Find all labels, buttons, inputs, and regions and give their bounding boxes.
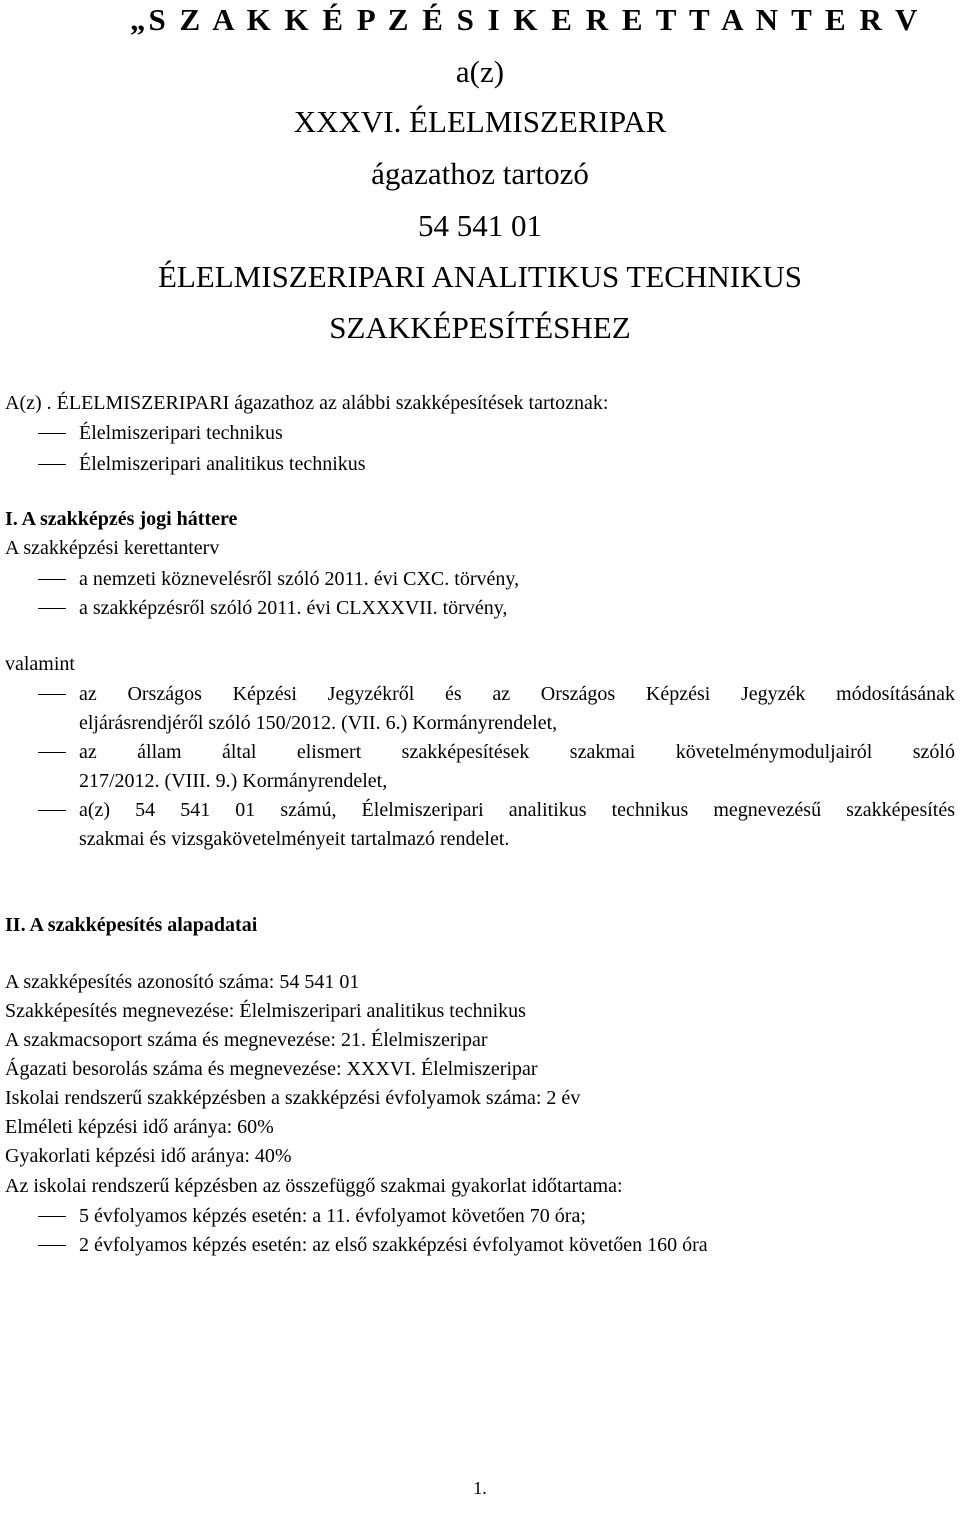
list-item: Élelmiszeripari technikus (79, 422, 283, 444)
section-intro: A szakképzési kerettanterv (5, 537, 220, 559)
list-item: 5 évfolyamos képzés esetén: a 11. évfolyamot követően 70 óra; (79, 1205, 586, 1227)
list-dash (38, 1216, 66, 1217)
list-dash (38, 608, 66, 609)
title-line-code: 54 541 01 (418, 208, 542, 243)
list-dash (38, 464, 66, 465)
section-heading: I. A szakképzés jogi háttere (5, 508, 238, 530)
list-dash (38, 433, 66, 434)
data-line: Gyakorlati képzési idő aránya: 40% (5, 1145, 292, 1167)
list-dash (38, 810, 66, 811)
list-dash (38, 752, 66, 753)
section-heading: II. A szakképesítés alapadatai (5, 914, 258, 936)
list-item: a nemzeti köznevelésről szóló 2011. évi CXC. törvény, (79, 568, 520, 590)
title-line-az: a(z) (455, 54, 505, 89)
list-item-continuation: 217/2012. (VIII. 9.) Kormányrendelet, (79, 770, 388, 792)
valamint-text: valamint (5, 653, 75, 675)
list-dash (38, 579, 66, 580)
title-line-suffix: SZAKKÉPESÍTÉSHEZ (329, 310, 631, 345)
title-line-qualification: ÉLELMISZERIPARI ANALITIKUS TECHNIKUS (157, 259, 803, 294)
list-item-continuation: szakmai és vizsgakövetelményeit tartalmazó rendelet. (79, 828, 510, 850)
list-item-continuation: eljárásrendjéről szóló 150/2012. (VII. 6.) Kormányrendelet, (79, 712, 558, 734)
data-line: Szakképesítés megnevezése: Élelmiszeripari analitikus technikus (5, 1000, 526, 1022)
list-item: a(z) 54 541 01 számú, Élelmiszeripari analitikus technikus megnevezésű szakképesítés (79, 799, 955, 821)
page-number: 1. (473, 1478, 487, 1498)
data-line: A szakmacsoport száma és megnevezése: 21. Élelmiszeripar (5, 1029, 488, 1051)
data-line: Az iskolai rendszerű képzésben az összefüggő szakmai gyakorlat időtartama: (5, 1175, 623, 1197)
document-title: „S Z A K K É P Z É S I K E R E T T A N T E R V (130, 2, 921, 37)
intro-text: A(z) . ÉLELMISZERIPARI ágazathoz az alábbi szakképesítések tartoznak: (5, 392, 609, 414)
title-line-belongs: ágazathoz tartozó (371, 156, 589, 191)
list-item: az Országos Képzési Jegyzékről és az Országos Képzési Jegyzék módosításának (79, 683, 955, 705)
list-item: a szakképzésről szóló 2011. évi CLXXXVII. törvény, (79, 597, 508, 619)
data-line: Iskolai rendszerű szakképzésben a szakképzési évfolyamok száma: 2 év (5, 1087, 581, 1109)
list-dash (38, 694, 66, 695)
data-line: Elméleti képzési idő aránya: 60% (5, 1116, 274, 1138)
data-line: Ágazati besorolás száma és megnevezése: XXXVI. Élelmiszeripar (5, 1058, 538, 1080)
title-line-sector: XXXVI. ÉLELMISZERIPAR (293, 104, 667, 139)
data-line: A szakképesítés azonosító száma: 54 541 01 (5, 971, 360, 993)
list-dash (38, 1245, 66, 1246)
list-item: 2 évfolyamos képzés esetén: az első szakképzési évfolyamot követően 160 óra (79, 1234, 708, 1256)
list-item: az állam által elismert szakképesítések szakmai követelménymoduljairól szóló (79, 741, 955, 763)
list-item: Élelmiszeripari analitikus technikus (79, 453, 366, 475)
